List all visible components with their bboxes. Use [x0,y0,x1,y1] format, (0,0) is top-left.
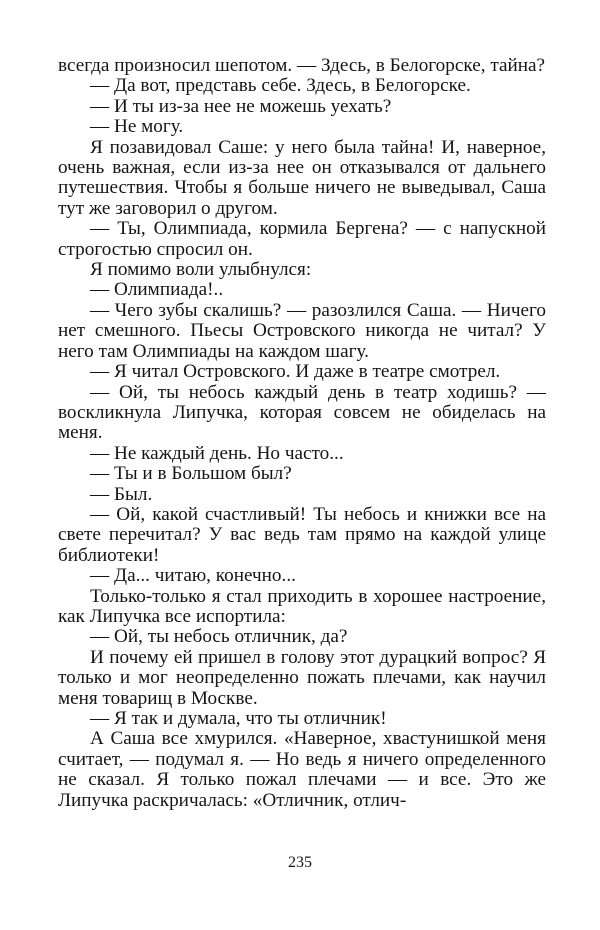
paragraph-19: И почему ей пришел в голову этот дурацкий вопрос? Я только и мог неопределенно пожать плечами, как научил меня товарищ в Москве. [58,646,546,709]
paragraph-9: — Чего зубы скалишь? — разозлился Саша. — Ничего нет смешного. Пьесы Островского никогда не читал? У него там Олимпиады на каждом шагу. [58,299,546,362]
paragraph-14: — Был. [90,483,153,505]
paragraph-8: — Олимпиада!.. [90,279,224,301]
paragraph-3: — И ты из-за нее не можешь уехать? [90,95,392,117]
paragraph-2: — Да вот, представь себе. Здесь, в Белогорске. [90,75,471,97]
paragraph-16: — Да... читаю, конечно... [90,565,296,587]
paragraph-1: всегда произносил шепотом. — Здесь, в Белогорске, тайна? [58,55,546,76]
paragraph-20: — Я так и думала, что ты отличник! [90,708,387,729]
paragraph-7: Я помимо воли улыбнулся: [90,259,312,281]
paragraph-4: — Не могу. [90,116,184,138]
paragraph-17: Только-только я стал приходить в хорошее настроение, как Липучка все испортила: [58,585,546,627]
paragraph-13: — Ты и в Большом был? [90,463,292,485]
paragraph-15: — Ой, какой счастливый! Ты небось и книжки все на свете перечитал? У вас ведь там прямо на каждой улице библиотеки! [58,503,546,566]
paragraph-12: — Не каждый день. Но часто... [90,442,344,464]
paragraph-21: А Саша все хмурился. «Наверное, хвастунишкой меня считает, — подумал я. — Но ведь я ничего определенного не сказал. Я только пожал плечами — и все. Это же Липучка раскричалась: «Отличник, отлич- [58,728,546,811]
paragraph-5: Я позавидовал Саше: у него была тайна! И, наверное, очень важная, если из-за нее он отказывался от дальнего путешествия. Чтобы я больше ничего не выведывал, Саша тут же заговорил о другом. [58,136,546,219]
paragraph-11: — Ой, ты небось каждый день в театр ходишь? — воскликнула Липучка, которая совсем не обиделась на меня. [58,381,546,444]
paragraph-18: — Ой, ты небось отличник, да? [90,626,348,648]
page-text [58,56,546,811]
paragraph-6: — Ты, Олимпиада, кормила Бергена? — с напускной строгостью спросил он. [58,218,546,260]
paragraph-10: — Я читал Островского. И даже в театре смотрел. [90,361,501,383]
page-number: 235 [288,854,312,871]
